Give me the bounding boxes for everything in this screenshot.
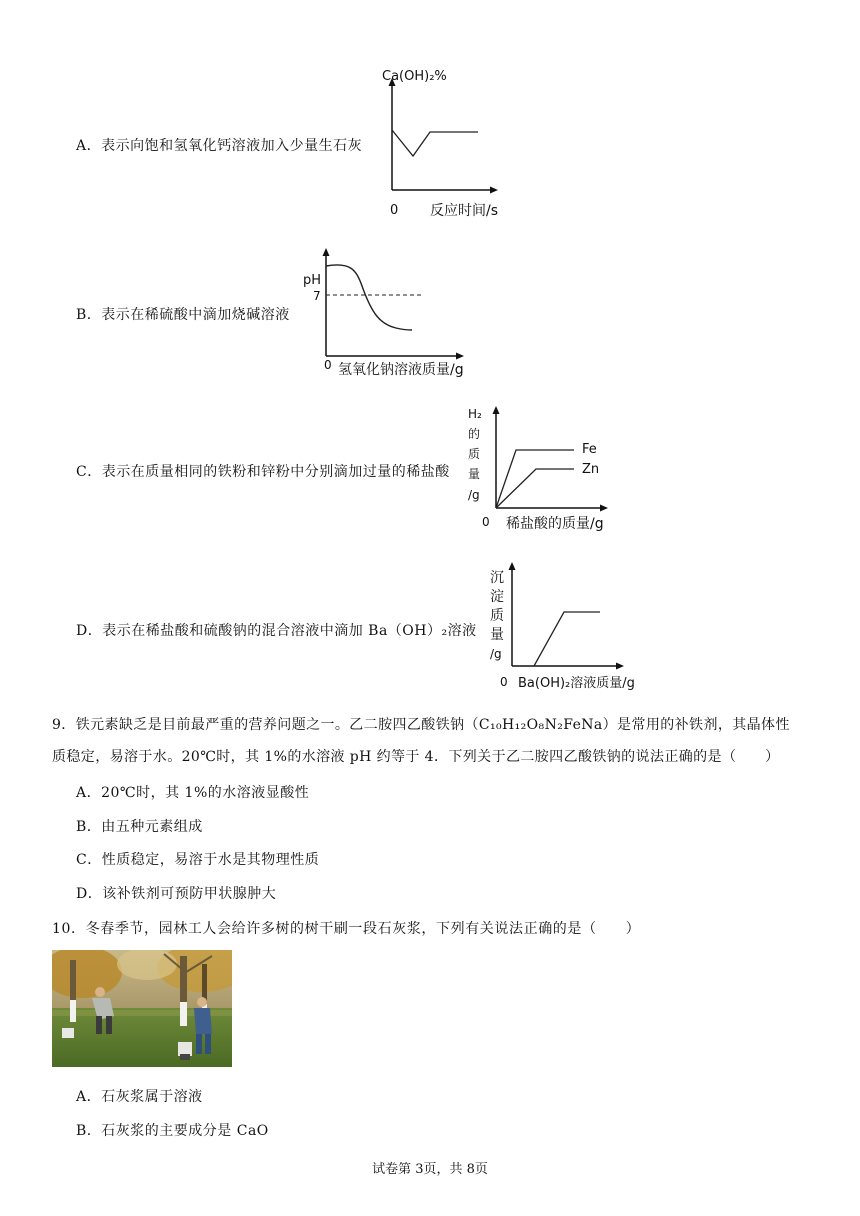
graph-c-origin: 0 (482, 515, 490, 529)
graph-a (370, 62, 510, 222)
graph-d-ylabel-5: /g (490, 647, 502, 661)
q9-stem-line2: 质稳定，易溶于水。20℃时，其 1%的水溶液 pH 约等于 4．下列关于乙二胺四乙酸铁钠的说法正确的是（ ） (52, 749, 780, 765)
q9-stem-line1: 9．铁元素缺乏是目前最严重的营养问题之一。乙二胺四乙酸铁钠（C₁₀H₁₂O₈N₂FeNa）是常用的补铁剂，其晶体性 (52, 717, 790, 733)
q9-option-a: A．20℃时，其 1%的水溶液显酸性 (76, 785, 310, 801)
graph-b (300, 244, 480, 382)
page-footer: 试卷第 3页，共 8页 (372, 1162, 488, 1177)
q9-option-c: C．性质稳定，易溶于水是其物理性质 (76, 852, 320, 868)
graph-d-ylabel-4: 量 (490, 627, 504, 643)
graph-a-xlabel: 反应时间/s (430, 203, 499, 219)
graph-c-ylabel-1: H₂ (468, 407, 482, 421)
graph-d (478, 556, 658, 696)
graph-b-ylabel: pH (303, 273, 322, 288)
q10-option-b: B．石灰浆的主要成分是 CaO (76, 1123, 269, 1139)
q9-option-d: D．该补铁剂可预防甲状腺肿大 (76, 886, 277, 902)
q8-option-d: D．表示在稀盐酸和硫酸钠的混合溶液中滴加 Ba（OH）₂溶液 (76, 623, 477, 639)
graph-a-ylabel: Ca(OH)₂% (382, 69, 447, 84)
q8-option-a: A．表示向饱和氢氧化钙溶液加入少量生石灰 (76, 138, 363, 154)
gardeners-photo (52, 950, 232, 1067)
q8-option-b: B．表示在稀硫酸中滴加烧碱溶液 (76, 307, 290, 323)
graph-d-ylabel-3: 质 (490, 608, 504, 624)
q10-option-a: A．石灰浆属于溶液 (76, 1089, 203, 1105)
graph-c-series-fe: Fe (582, 442, 597, 457)
graph-d-origin: 0 (500, 675, 508, 689)
q8-option-c: C．表示在质量相同的铁粉和锌粉中分别滴加过量的稀盐酸 (76, 464, 450, 480)
q9-option-b: B．由五种元素组成 (76, 819, 203, 835)
graph-c-ylabel-5: /g (468, 488, 480, 502)
graph-a-origin: 0 (390, 203, 399, 218)
graph-c-ylabel-2: 的 (468, 427, 481, 441)
q10-stem: 10．冬春季节，园林工人会给许多树的树干刷一段石灰浆，下列有关说法正确的是（ ） (52, 921, 641, 937)
graph-c (462, 398, 622, 536)
graph-c-ylabel-4: 量 (468, 467, 481, 481)
graph-b-xlabel: 氢氧化钠溶液质量/g (338, 362, 464, 378)
graph-d-ylabel-1: 沉 (490, 570, 504, 586)
graph-d-xlabel: Ba(OH)₂溶液质量/g (518, 676, 635, 691)
graph-c-series-zn: Zn (582, 462, 600, 477)
graph-c-xlabel: 稀盐酸的质量/g (506, 516, 604, 532)
graph-d-ylabel-2: 淀 (490, 589, 504, 605)
graph-b-ph-7: 7 (313, 289, 321, 303)
graph-c-ylabel-3: 质 (468, 447, 481, 461)
graph-b-origin: 0 (324, 358, 332, 372)
